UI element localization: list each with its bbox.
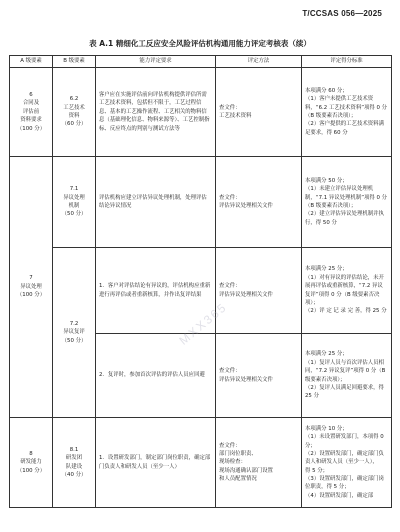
- a-element-cell: 8 研发能力 （100 分）: [10, 418, 53, 508]
- method-cell: 查文件： 工艺技术资料: [216, 68, 302, 157]
- requirement-cell: 评估机构应建立评估异议处理机制，处理评估结论异议情况: [96, 157, 216, 248]
- score-cell: 本项满分 25 分； （1）复评人员与首次评估人员相同，“7.2 异议复评”项得 0 分（B 级要素否决项）； （2）复评人员满足回避要求，得 25 分: [302, 334, 392, 418]
- method-cell: 查文件： 评估异议处理相关文件: [216, 157, 302, 248]
- score-cell: 本项满分 10 分； （1）未设置研发部门，本项得 0 分； （2）设置研发部门，确定部门负责人和研发人员（至少一人）， 得 5 分； （3）设置研发部门，确定部门岗位职责，得 5 分； （4）设置研发部门，确定部: [302, 418, 392, 508]
- table-row: [10, 248, 392, 334]
- b-element-cell: 7.1 异议处理 机制 （50 分）: [53, 157, 96, 248]
- header-score-standard: 评定得分标准: [302, 56, 392, 68]
- table-row: [10, 418, 392, 508]
- method-cell: 查文件： 评估异议处理相关文件: [216, 248, 302, 334]
- b-element-cell: 8.1 研发团 队建设 （40 分）: [53, 418, 96, 508]
- b-element-cell: 7.2 异议复评 （50 分）: [53, 248, 96, 418]
- method-cell: 查文件： 评估异议处理相关文件: [216, 334, 302, 418]
- b-element-cell: 6.2 工艺技术 资料 （60 分）: [53, 68, 96, 157]
- method-cell: 查文件： 部门岗位职责、 现场检查： 现场沟通确认部门设置 和人员配置情况: [216, 418, 302, 508]
- table-title: 表 A.1 精细化工反应安全风险评估机构通用能力评定考核表（续）: [89, 39, 311, 48]
- header-b-element: B 级要素: [53, 56, 96, 68]
- score-cell: 本项满分 50 分； （1）未建立评估异议处理机制，“7.1 异议处理机制”项得 0 分（B 级要素否决项）； （2）建立评估异议处理机制并执行，得 50 分: [302, 157, 392, 248]
- watermark: MXX365: [176, 299, 230, 348]
- score-cell: 本项满分 25 分； （1）对有异议的评估结论，未开展再评估或重新核算，“7.2 异议复评”项得 0 分（B 级要素否决项）； （2）评 定 记 录 完 善，得 25 分: [302, 248, 392, 334]
- requirement-cell: 客户应在实施评估前向评估机构提供评估所需工艺技术资料，包括但不限于，工艺过程信息、基本的工艺操作流程、工艺相关的物料信息（基础理化信息、物料来源等）、工艺控制指标、反应终点的判别与测试方法等: [96, 68, 216, 157]
- evaluation-table: [9, 55, 392, 508]
- header-requirement: 能力评定要求: [96, 56, 216, 68]
- table-header-row: [10, 56, 392, 68]
- score-cell: 本项满分 60 分； （1）客户未提供工艺技术资料，“6.2 工艺技术资料”项得 0 分（B 级要素否决项）； （2）客户提供的工艺技术资料满足要求，得 60 分: [302, 68, 392, 157]
- header-method: 评定方法: [216, 56, 302, 68]
- a-element-cell: 7 异议处理 （100 分）: [10, 157, 53, 418]
- table-row: [10, 68, 392, 157]
- requirement-cell: 1．设置研发部门，制定部门岗位职责，确定部门负责人和研发人员（至少一人）: [96, 418, 216, 508]
- header-a-element: A 级要素: [10, 56, 53, 68]
- document-code: T/CCSAS 056—2025: [302, 9, 382, 18]
- table-row: [10, 157, 392, 248]
- a-element-cell: 6 合同及 评估前 资料要求 （100 分）: [10, 68, 53, 157]
- requirement-cell: 1．客户对评估结论有异议的，评估机构应重新进行再评估或者重新核算，并作出复评结果: [96, 248, 216, 334]
- requirement-cell: 2．复评时，参加首次评估的评估人员应回避: [96, 334, 216, 418]
